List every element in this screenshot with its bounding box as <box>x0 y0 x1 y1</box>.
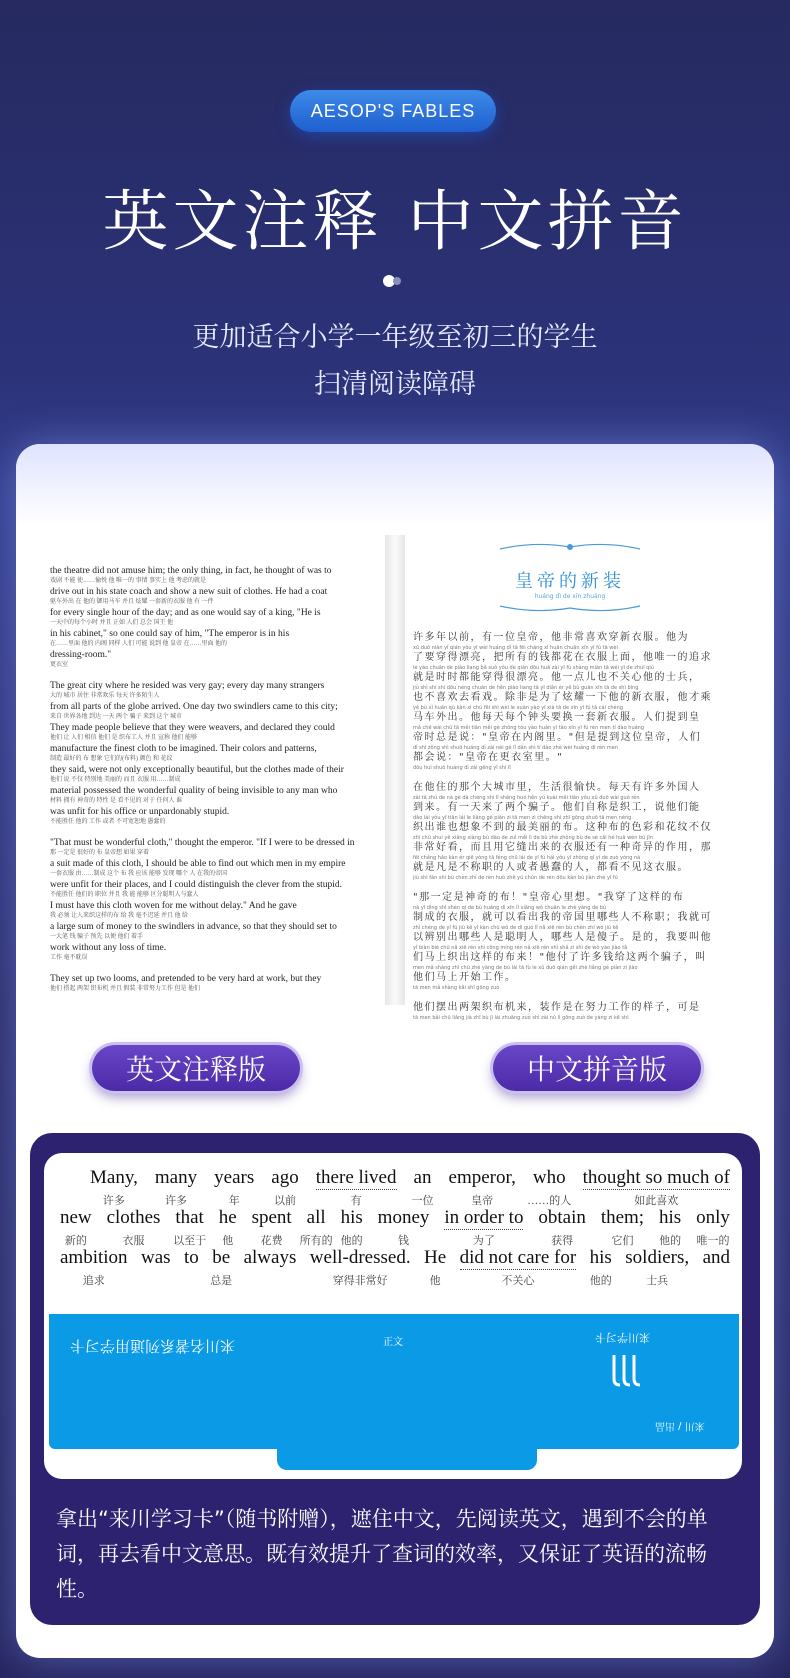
pinyin-line: tā men bǎi chū liǎng jià zhī bù jī lái zhuāng zuò shì zài nǔ lì gōng zuò de yàng zi kě shì <box>413 1015 629 1021</box>
chinese-line: 就是时时都能穿得很漂亮。他一点儿也不关心他的士兵， <box>413 672 701 683</box>
pinyin-line: zhī chū shuí yě xiǎng xiàng bù dào de zuì měi lì de bù zhè zhǒng bù de sè cǎi hé huā wén bù jǐn <box>413 835 653 841</box>
sample-gloss: 许多 <box>102 1195 125 1207</box>
chinese-line: 马车外出。他每天每个钟头要换一套新衣服。人们提到皇 <box>413 712 701 723</box>
sample-word: He <box>424 1247 447 1268</box>
sample-gloss: 年 <box>228 1195 240 1207</box>
study-card-tab <box>277 1440 537 1470</box>
sample-word: was <box>141 1247 171 1268</box>
book-spread <box>50 535 735 1021</box>
sample-gloss: 一位 <box>411 1195 434 1207</box>
study-card-series-text: 来川名著系列通用学习卡 <box>70 1337 236 1355</box>
chinese-gloss-line: 那 一定是 很好的 布 皇帝想 如果 穿着 <box>50 850 150 856</box>
chinese-line: 非常好看，而且用它缝出来的衣服还有一种奇异的作用，那 <box>413 842 712 853</box>
sample-gloss: 他 <box>429 1275 441 1287</box>
pinyin-line: zhì chéng de yī fú jiù kě yǐ kàn chū wǒ de dì guó lǐ nǎ xiē rén bù chèn zhí wǒ jiù kě <box>413 925 619 931</box>
chinese-gloss-line: 材料 拥有 神奇的 特性 是 看不见的 对于 任何人 谁 <box>50 798 183 804</box>
story-title-pinyin: huáng dì de xīn zhuāng <box>534 593 606 600</box>
title-ornament-bottom <box>495 604 645 614</box>
sample-gloss: 花费 <box>260 1235 283 1247</box>
chinese-gloss-line: 更衣室 <box>50 662 69 668</box>
sample-gloss: 获得 <box>551 1235 574 1247</box>
pinyin-line: fēi cháng hǎo kàn ér qiě yòng tā féng chū lái de yī fú hái yǒu yī zhǒng qí yì de zuò yòng nà <box>413 855 641 861</box>
sample-gloss: 他的 <box>659 1235 682 1247</box>
pinyin-line: zài tā zhù de nà gè dà chéng shì lǐ shēng huó hěn yú kuài měi tiān yǒu xǔ duō wài guó rén <box>413 795 640 801</box>
sample-word: obtain <box>538 1207 586 1228</box>
underlined-phrase: in order to <box>444 1207 524 1228</box>
sample-gloss: 他的 <box>589 1275 612 1287</box>
chinese-gloss-line: 不能胜任 他的 工作 或者 不可宽恕地 愚蠢的 <box>50 819 166 825</box>
sample-word: clothes <box>106 1207 161 1228</box>
pinyin-line: yǐ biàn bié chū nǎ xiē rén shì cōng míng rén nǎ xiē rén shì shǎ zi shì de wǒ yào jiào tā <box>413 945 628 951</box>
chinese-gloss-line: 一天中的每个小时 并且 正如 人们 总会 国王 他 <box>50 620 174 626</box>
sample-word: soldiers, <box>625 1247 690 1268</box>
chinese-line: 以辨别出哪些人是聪明人，哪些人是傻子。是的，我要叫他 <box>413 932 712 943</box>
chinese-gloss-line: 驱车外出 在 他的 御用马车 并且 炫耀 一套新的衣服 他 有 一件 <box>50 599 214 605</box>
sample-gloss: 总是 <box>210 1275 233 1287</box>
sample-word: and <box>702 1247 730 1268</box>
english-line: was unfit for his office or unpardonably stupid. <box>50 807 230 817</box>
english-line: work without any loss of time. <box>50 943 167 953</box>
english-line: The great city where he resided was very gay; every day many strangers <box>50 681 325 691</box>
english-line: they said, were not only exceptionally beautiful, but the clothes made of their <box>50 765 344 775</box>
sample-gloss: 为了 <box>472 1235 495 1247</box>
chinese-gloss-line: 戏剧 不能 使……愉悦 他 唯一的 事情 事实上 他 考虑的就是 <box>50 578 207 584</box>
aesops-fables-badge: AESOP'S FABLES <box>290 90 496 132</box>
sample-gloss: 新的 <box>64 1235 87 1247</box>
chinese-gloss-line: 他们 搭起 两架 织布机 并且 假装 非常努力工作 但是 他们 <box>50 986 201 992</box>
carousel-dots <box>383 275 407 287</box>
chinese-line: 们马上织出这样的布来！"他付了许多钱给这两个骗子，叫 <box>413 952 707 963</box>
chinese-line: 都会说："皇帝在更衣室里。" <box>413 752 564 763</box>
chinese-gloss-line: 他们 让 人们 相信 他们 是 织布工人 并且 宣称 他们 能够 <box>50 735 198 741</box>
english-line: They made people believe that they were weavers, and declared they could <box>50 723 335 733</box>
description-text: 拿出“来川学习卡”（随书附赠），遮住中文，先阅读英文，遇到不会的单词，再去看中文意思。既有效提升了查词的效率，又保证了英语的流畅性。 <box>56 1507 708 1601</box>
sample-gloss: 他的 <box>340 1235 363 1247</box>
chinese-gloss-line: 一套衣服 由……制成 这个 布 我 应该 能够 发现 哪个 人 在我的帝国 <box>50 871 228 877</box>
study-card-main-label: 正文 <box>383 1337 403 1348</box>
chinese-gloss-line: 制造 最好的 布 想象 它们的(布料) 颜色 和 花纹 <box>50 756 173 762</box>
laichuan-logo-icon <box>610 1353 646 1387</box>
english-line: in his cabinet," so one could say of him, "The emperor is in his <box>50 629 290 639</box>
sample-word: an <box>413 1167 432 1188</box>
sample-word: who <box>532 1167 566 1188</box>
title-ornament-top <box>495 541 645 553</box>
sample-word: be <box>212 1247 231 1268</box>
pinyin-line: dōu huì shuō huáng dì zài gēng yī shì lǐ <box>413 765 511 771</box>
english-line: a suit made of this cloth, I should be able to find out which men in my empire <box>50 859 346 869</box>
english-paragraph <box>50 973 385 994</box>
pinyin-line: jiù shì fán shì bù chèn zhí de rén huò zhě yú chǔn de rén dōu kàn bù jiàn zhè yī fú <box>413 875 618 881</box>
sample-word: money <box>377 1207 430 1228</box>
sample-gloss: 以前 <box>274 1195 297 1207</box>
english-line: They set up two looms, and pretended to be very hard at work, but they <box>50 974 322 984</box>
sample-word: spent <box>251 1207 292 1228</box>
sample-word: his <box>589 1247 612 1268</box>
sample-gloss: 钱 <box>398 1235 410 1247</box>
sample-gloss: 如此喜欢 <box>634 1195 679 1207</box>
chinese-paragraph <box>413 632 731 772</box>
sample-gloss: 所有的 <box>299 1235 333 1247</box>
study-card-brand: 来川学习卡 <box>595 1331 650 1344</box>
sample-gloss: 它们 <box>611 1235 634 1247</box>
book-spine <box>385 535 405 1005</box>
chinese-line: 制成的衣服，就可以看出我的帝国里哪些人不称职；我就可 <box>413 912 712 923</box>
english-paragraph <box>50 565 385 670</box>
pinyin-line: le yào chuān de piào liang bǎ suǒ yǒu de qián dōu huā zài yī fú shàng miàn tā wéi yī de zhuī qiú <box>413 665 654 671</box>
chinese-line: 到来。有一天来了两个骗子。他们自称是织工，说他们能 <box>413 802 701 813</box>
english-line: "That must be wonderful cloth," thought the emperor. "If I were to be dressed in <box>50 838 355 848</box>
pinyin-line: nà yī dìng shì shén qí de bù huáng dì xīn lǐ xiǎng wǒ chuān le zhè yàng de bù <box>413 905 607 911</box>
sample-gloss: 以至于 <box>173 1235 207 1247</box>
pinyin-line: men mǎ shàng zhī chū zhè yàng de bù lái tā fù le xǔ duō qián gěi zhè liǎng gè piàn zi jiào <box>413 965 638 971</box>
sample-word: many <box>154 1167 198 1188</box>
chinese-gloss-line: 一大笔 钱 骗子 预先 以便 他们 着手 <box>50 934 144 940</box>
sample-row <box>60 1247 730 1287</box>
english-line: I must have this cloth woven for me without delay." And he gave <box>50 901 297 911</box>
sample-gloss: 他 <box>222 1235 234 1247</box>
sample-gloss: ……的人 <box>527 1195 572 1207</box>
sample-word: them; <box>600 1207 645 1228</box>
chinese-line: 也不喜欢去看戏。除非是为了炫耀一下他的新衣服，他才乘 <box>413 692 712 703</box>
chinese-line: 在他住的那个大城市里，生活很愉快。每天有许多外国人 <box>413 782 701 793</box>
subtitle-line-2: 扫清阅读障碍 <box>314 369 476 400</box>
story-title: 皇帝的新装 <box>515 571 625 592</box>
sample-word: to <box>184 1247 199 1268</box>
english-line: from all parts of the globe arrived. One day two swindlers came to this city; <box>50 702 338 712</box>
subtitle-line-1: 更加适合小学一年级至初三的学生 <box>192 322 598 353</box>
sample-word: always <box>243 1247 297 1268</box>
chinese-gloss-line: 工作 毫不耽误 <box>50 955 88 961</box>
chinese-paragraph <box>413 892 731 992</box>
chinese-gloss-line: 不能胜任 他们的 职位 并且 我 能 能够 区分聪明人与蠢人 <box>50 892 199 898</box>
chinese-gloss-line: 他们 说 不仅 特别地 美丽的 而且 衣服 用……制成 <box>50 777 181 783</box>
sample-word: ago <box>271 1167 299 1188</box>
underlined-phrase: thought so much of <box>582 1167 730 1188</box>
sample-word: ambition <box>60 1247 128 1268</box>
chinese-line: 就是凡是不称职的人或者愚蠢的人，都看不见这衣服。 <box>413 862 689 873</box>
chinese-line: 了要穿得漂亮，把所有的钱都花在衣服上面，他唯一的追求 <box>413 652 712 663</box>
chinese-paragraph <box>413 1002 731 1022</box>
sample-gloss: 唯一的 <box>696 1235 730 1247</box>
pinyin-line: jiù shì shí shí dōu néng chuān de hěn piào liang tā yī diǎn ér yě bù guān xīn tā de shì bīng <box>413 685 639 691</box>
chinese-paragraph <box>413 782 731 882</box>
sample-gloss: 士兵 <box>646 1275 669 1287</box>
sample-word: emperor, <box>448 1167 516 1188</box>
sample-gloss: 许多 <box>165 1195 187 1207</box>
pinyin-line: yě bù xǐ huān qù kàn xì chú fēi shì wèi le xuàn yào yī xià tā de xīn yī fú tā cái chéng <box>413 705 623 711</box>
chinese-line: 他们摆出两架织布机来，装作是在努力工作的样子，可是 <box>413 1002 701 1013</box>
sample-word: new <box>60 1207 92 1228</box>
english-line: manufacture the finest cloth to be imagined. Their colors and patterns, <box>50 744 317 754</box>
page-title: 英文注释 中文拼音 <box>102 183 688 260</box>
sample-row <box>60 1167 730 1207</box>
english-paragraph <box>50 837 385 963</box>
english-line: dressing-room." <box>50 650 112 660</box>
english-paragraph <box>50 680 385 827</box>
chinese-gloss-line: 来自 世界各地 到达 一天 两个 骗子 来到 这个 城市 <box>50 714 183 720</box>
english-line: material possessed the wonderful quality of being invisible to any man who <box>50 786 338 796</box>
english-line: drive out in his state coach and show a new suit of clothes. He had a coat <box>50 587 328 597</box>
sample-word: that <box>175 1207 204 1228</box>
sample-row <box>60 1207 730 1247</box>
sample-gloss: 不关心 <box>501 1275 535 1287</box>
english-line: the theatre did not amuse him; the only thing, in fact, he thought of was to <box>50 566 332 576</box>
sample-gloss: 穿得非常好 <box>332 1275 388 1287</box>
chinese-line: 他们马上开始工作。 <box>413 972 517 983</box>
pinyin-line: xǔ duō nián yǐ qián yǒu yī wèi huáng dì tā fēi cháng xǐ huān chuān xīn yī fú tā wèi <box>413 645 618 651</box>
chinese-gloss-line: 大的 城市 居住 非常欢乐 每天 许多陌生人 <box>50 693 160 699</box>
sample-word: he <box>218 1207 237 1228</box>
sample-word: well-dressed. <box>309 1247 411 1268</box>
english-annotated-edition-button[interactable]: 英文注释版 <box>92 1045 300 1091</box>
sample-gloss: 有 <box>350 1195 362 1207</box>
sample-word: all <box>306 1207 326 1228</box>
english-line: were unfit for their places, and I could distinguish the clever from the stupid. <box>50 880 343 890</box>
sample-word: only <box>696 1207 730 1228</box>
sample-gloss: 皇帝 <box>471 1195 494 1207</box>
pinyin-line: tā men mǎ shàng kāi shǐ gōng zuò <box>413 985 500 991</box>
chinese-gloss-line: 在……里面 他的 内阁 同样 人们 可能 说到 他 皇帝 在……里面 他的 <box>50 641 228 647</box>
chinese-pinyin-edition-button[interactable]: 中文拼音版 <box>493 1045 701 1091</box>
pinyin-page <box>405 535 735 1021</box>
sample-word: his <box>659 1207 682 1228</box>
pinyin-line: dào lái yǒu yī tiān lái le liǎng gè piàn zi tā men zì chēng shì zhī gōng shuō tā men néng <box>413 815 632 821</box>
underlined-phrase: there lived <box>315 1167 397 1188</box>
sample-word: Many, <box>90 1167 138 1188</box>
chinese-line: "那一定是神奇的布！"皇帝心里想。"我穿了这样的布 <box>413 892 685 903</box>
study-card-footer: 来川 / 出品 <box>655 1420 705 1431</box>
chinese-gloss-line: 我 必须 让人来织这样的布 给 我 毫不迟延 并且 他 给 <box>50 913 189 919</box>
underlined-phrase: did not care for <box>459 1247 577 1268</box>
chinese-line: 织出谁也想象不到的最美丽的布。这种布的色彩和花纹不仅 <box>413 822 712 833</box>
sample-gloss: 衣服 <box>122 1235 145 1247</box>
english-line: a large sum of money to the swindlers in advance, so that they should set to <box>50 922 337 932</box>
pinyin-line: dì shí zǒng shì shuō huáng dì zài nèi gé lǐ dàn shì tí dào zhè wèi huáng dì rén men <box>413 745 619 751</box>
sample-gloss: 追求 <box>82 1275 105 1287</box>
pinyin-line: mǎ chē wài chū tā měi tiān měi gè zhōng tóu yào huàn yī tào xīn yī fú rén men tí dào huáng <box>413 725 645 731</box>
english-line: for every single hour of the day; and as one would say of a king, "He is <box>50 608 321 618</box>
chinese-line: 许多年以前，有一位皇帝，他非常喜欢穿新衣服。他为 <box>413 632 689 643</box>
sample-word: his <box>340 1207 363 1228</box>
sample-word: years <box>214 1167 255 1188</box>
english-annotated-page <box>50 535 385 1025</box>
chinese-line: 帝时总是说："皇帝在内阁里。"但是提到这位皇帝，人们 <box>413 732 702 743</box>
